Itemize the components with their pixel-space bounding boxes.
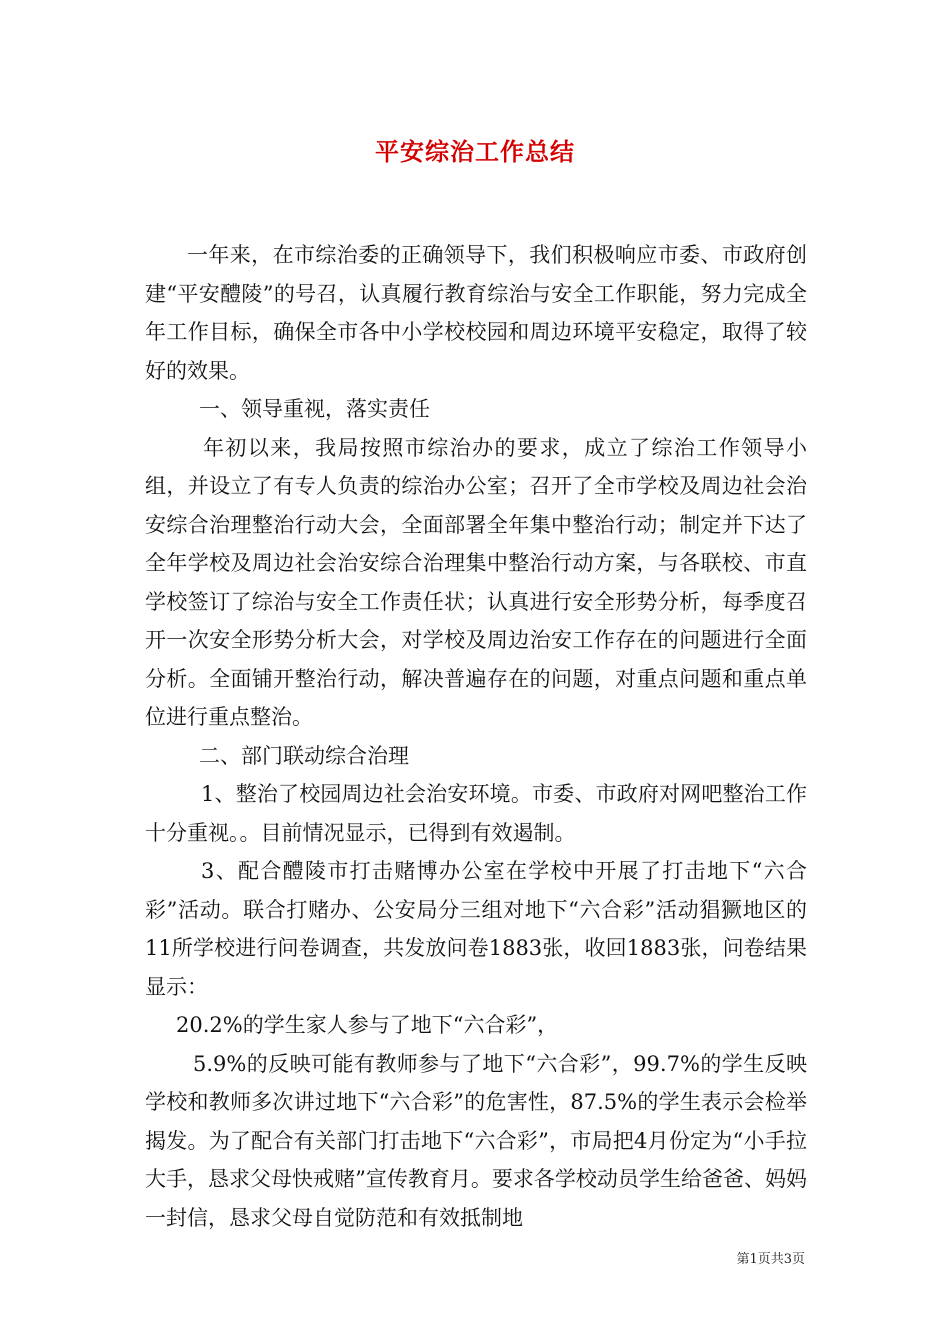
survey-details-paragraph: 5.9%的反映可能有教师参与了地下“六合彩”，99.7%的学生反映学校和教师多次讲过地下“六合彩”的危害性，87.5%的学生表示会检举揭发。为了配合有关部门打击地下“六合彩”，市局把4月份定为“小手拉大手，恳求父母快戒赌”宣传教育月。要求各学校动员学生给爸爸、妈妈一封信，恳求父母自觉防范和有效抵制地	[145, 1051, 807, 1230]
intro-paragraph: 一年来，在市综治委的正确领导下，我们积极响应市委、市政府创建“平安醴陵”的号召，认真履行教育综治与安全工作职能，努力完成全年工作目标，确保全市各中小学校校园和周边环境平安稳定，取得了较好的效果。	[145, 243, 807, 383]
section-heading-2: 二、部门联动综合治理	[199, 743, 409, 768]
document-title: 平安综治工作总结	[375, 137, 575, 166]
item-1-paragraph: 1、整治了校园周边社会治安环境。市委、市政府对网吧整治工作十分重视。。目前情况显示，已得到有效遏制。	[145, 782, 807, 845]
document-body	[145, 236, 807, 1237]
page-indicator: 第1页共3页	[736, 1252, 805, 1267]
section-heading-1: 一、领导重视，落实责任	[199, 397, 430, 421]
survey-result-line: 20.2%的学生家人参与了地下“六合彩”，	[176, 1013, 559, 1037]
section-1-paragraph: 年初以来，我局按照市综治办的要求，成立了综治工作领导小组，并设立了有专人负责的综治办公室；召开了全市学校及周边社会治安综合治理整治行动大会，全面部署全年集中整治行动；制定并下达了全年学校及周边社会治安综合治理集中整治行动方案，与各联校、市直学校签订了综治与安全工作责任状；认真进行安全形势分析，每季度召开一次安全形势分析大会，对学校及周边治安工作存在的问题进行全面分析。全面铺开整治行动，解决普遍存在的问题，对重点问题和重点单位进行重点整治。	[145, 435, 807, 729]
item-3-paragraph: 3、配合醴陵市打击赌博办公室在学校中开展了打击地下“六合彩”活动。联合打赌办、公安局分三组对地下“六合彩”活动猖獗地区的11所学校进行问卷调查，共发放问卷1883张，收回1883张，问卷结果显示：	[145, 859, 807, 999]
